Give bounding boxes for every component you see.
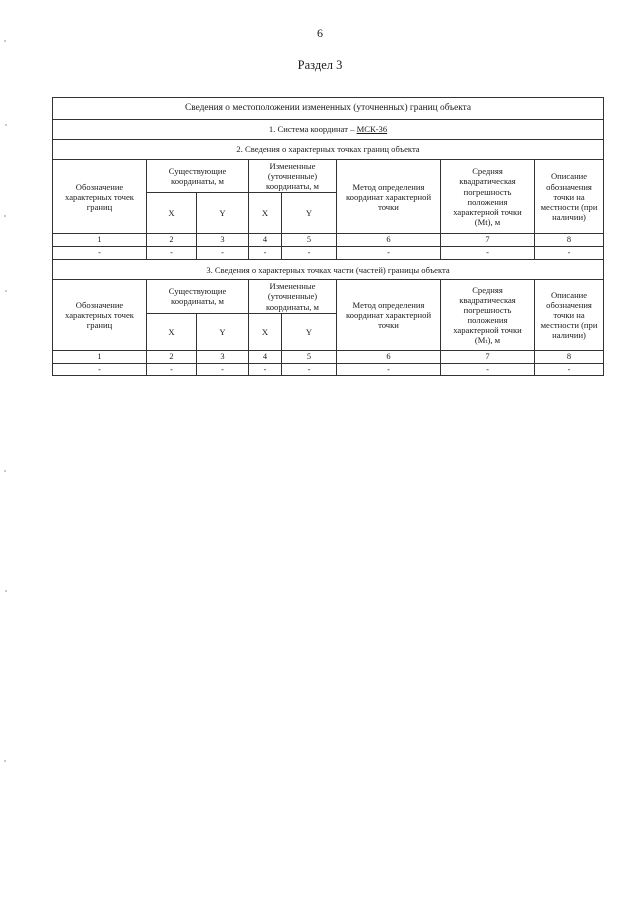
header-description: Описание обозначения точки на местности (при наличии) — [535, 160, 604, 234]
header-description: Описание обозначения точки на местности (при наличии) — [535, 280, 604, 350]
header-existing-coords: Существующие координаты, м — [147, 160, 249, 193]
table-cell: - — [441, 247, 535, 260]
column-number: 6 — [337, 234, 441, 247]
header-changed-y: Y — [282, 313, 337, 350]
table-cell: - — [535, 247, 604, 260]
table-cell: - — [337, 247, 441, 260]
part3-data-row — [53, 363, 604, 376]
coordinate-system-label: 1. Система координат – — [268, 124, 357, 135]
column-number: 4 — [249, 350, 282, 363]
table-cell: - — [53, 247, 147, 260]
column-number: 5 — [282, 350, 337, 363]
table-cell: - — [147, 247, 197, 260]
table-caption: Сведения о местоположении измененных (уточненных) границ объекта — [53, 98, 604, 120]
header-changed-x: X — [249, 193, 282, 234]
table-cell: - — [249, 247, 282, 260]
table-cell: - — [441, 363, 535, 376]
header-changed-y: Y — [282, 193, 337, 234]
part2-title: 2. Сведения о характерных точках границ объекта — [53, 140, 604, 160]
scan-speck — [5, 124, 7, 126]
column-number: 8 — [535, 234, 604, 247]
header-method: Метод определения координат характерной точки — [337, 280, 441, 350]
column-number: 5 — [282, 234, 337, 247]
part3-title: 3. Сведения о характерных точках части (частей) границы объекта — [53, 260, 604, 280]
header-existing-y: Y — [197, 193, 249, 234]
table-cell: - — [53, 363, 147, 376]
column-number: 4 — [249, 234, 282, 247]
scan-speck — [4, 40, 6, 42]
header-error: Средняя квадратическая погрешность положения характерной точки (Mₜ), м — [441, 280, 535, 350]
header-method: Метод определения координат характерной точки — [337, 160, 441, 234]
section-title: Раздел 3 — [297, 58, 343, 72]
column-number: 7 — [441, 350, 535, 363]
coordinate-system-value: МСК-36 — [356, 124, 388, 135]
page-number: 6 — [317, 26, 323, 40]
table-cell: - — [197, 363, 249, 376]
boundary-info-table — [52, 97, 604, 376]
column-number: 2 — [147, 350, 197, 363]
scan-speck — [5, 290, 7, 292]
table-cell: - — [535, 363, 604, 376]
table-cell: - — [282, 363, 337, 376]
part2-number-row — [53, 234, 604, 247]
column-number: 1 — [53, 234, 147, 247]
header-existing-x: X — [147, 193, 197, 234]
header-changed-x: X — [249, 313, 282, 350]
table-cell: - — [197, 247, 249, 260]
table-cell: - — [249, 363, 282, 376]
scan-speck — [4, 470, 6, 472]
scan-speck — [4, 215, 6, 217]
header-changed-coords: Измененные (уточненные) координаты, м — [249, 160, 337, 193]
table-cell: - — [337, 363, 441, 376]
coordinate-system-row — [53, 120, 604, 140]
column-number: 3 — [197, 350, 249, 363]
column-number: 8 — [535, 350, 604, 363]
header-error: Средняя квадратическая погрешность положения характерной точки (Mt), м — [441, 160, 535, 234]
header-changed-coords: Измененные (уточненные) координаты, м — [249, 280, 337, 313]
table-cell: - — [282, 247, 337, 260]
header-point-designation: Обозначение характерных точек границ — [53, 280, 147, 350]
scan-speck — [4, 760, 6, 762]
header-existing-x: X — [147, 313, 197, 350]
header-existing-coords: Существующие координаты, м — [147, 280, 249, 313]
column-number: 7 — [441, 234, 535, 247]
header-existing-y: Y — [197, 313, 249, 350]
column-number: 1 — [53, 350, 147, 363]
part2-data-row — [53, 247, 604, 260]
column-number: 2 — [147, 234, 197, 247]
scan-speck — [5, 590, 7, 592]
table-cell: - — [147, 363, 197, 376]
header-point-designation: Обозначение характерных точек границ — [53, 160, 147, 234]
column-number: 6 — [337, 350, 441, 363]
column-number: 3 — [197, 234, 249, 247]
part3-number-row — [53, 350, 604, 363]
